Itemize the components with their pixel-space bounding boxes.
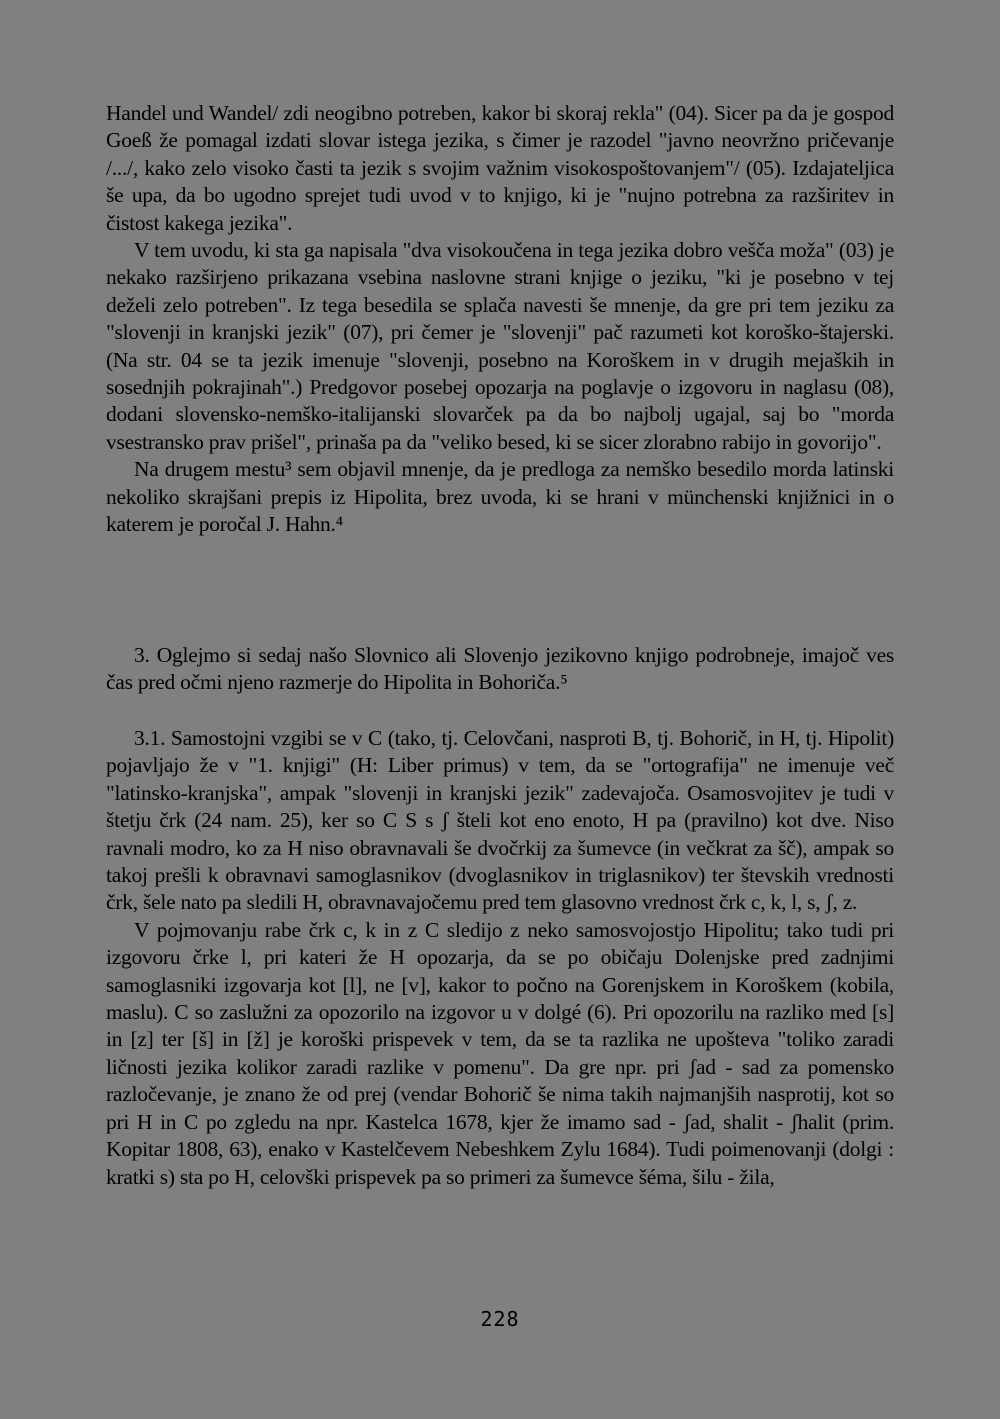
section-3-1-paragraph-1: 3.1. Samostojni vzgibi se v C (tako, tj. Celovčani, nasproti B, tj. Bohorič, in H, tj. Hipolit) pojavljajo že v "1. knjigi" (H: Liber primus) v tem, da se "ortografija" ne imenuje več "latinsko-kranjska", ampak "slovenji in kranjski jezik" zadevajoča. Osamosvojitev je tudi v štetju črk (24 nam. 25), ker so C S s ʃ šteli kot eno enoto, H pa (pravilno) kot dve. Niso ravnali modro, ko za H niso obravnavali še dvočrkij za šumevce (in večkrat za šč), ampak so takoj prešli k obravnavi samoglasnikov (dvoglasnikov in triglasnikov) ter števskih vrednosti črk, šele nato pa sledili H, obravnavajočemu pred tem glasovno vrednost črk c, k, l, s, ʃ, z.: [106, 726, 894, 915]
paragraph-1: Handel und Wandel/ zdi neogibno potreben, kakor bi skoraj rekla" (04). Sicer pa da je gospod Goeß že pomagal izdati slovar istega jezika, s čimer je razodel "javno neovržno pričevanje /.../, kako zelo visoko časti ta jezik s svojim važnim visokospoštovanjem"/ (05). Izdajateljica še upa, da bo ugodno sprejet tudi uvod v to knjigo, ki je "nujno potrebna za razširitev in čistost kakega jezika".: [106, 101, 894, 235]
section-3-paragraph: 3. Oglejmo si sedaj našo Slovnico ali Slovenjo jezikovno knjigo podrobneje, imajoč ves čas pred očmi njeno razmerje do Hipolita in Bohoriča.⁵: [106, 643, 894, 695]
section-3-1-paragraph-2: V pojmovanju rabe črk c, k in z C sledijo z neko samosvojostjo Hipolitu; tako tudi pri izgovoru črke l, pri kateri že H opozarja, da se po običaju Dolenjske pred zadnjimi samoglasniki izgovarja kot [l], ne [v], kakor to počno na Gorenjskem in Koroškem (kobila, maslu). C so zaslužni za opozorilo na izgovor u v dolgé (6). Pri opozorilu na razliko med [s] in [z] ter [š] in [ž] je koroški prispevek v tem, da se ta razlika ne upošteva "toliko zaradi ličnosti jezika kolikor zaradi razlike v pomenu". Da gre npr. pri ʃad - sad za pomensko razločevanje, je znano že od prej (vendar Bohorič še nima takih najmanjših nasprotij, kot so pri H in C po zgledu na npr. Kastelca 1678, kjer že imamo sad - ʃad, shalit - ʃhalit (prim. Kopitar 1808, 63), enako v Kastelčevem Nebeshkem Zylu 1684). Tudi poimenovanji (dolgi : kratki s) sta po H, celovški prispevek pa so primeri za šumevce šéma, šilu - žila,: [106, 917, 894, 1189]
section-3-1-block: [106, 725, 894, 1191]
paragraph-3: Na drugem mestu³ sem objavil mnenje, da je predloga za nemško besedilo morda latinski nekoliko skrajšani prepis iz Hipolita, brez uvoda, ki se hrani v münchenski knjižnici in o katerem je poročal J. Hahn.⁴: [106, 457, 894, 537]
section-3-block: [106, 642, 894, 697]
text-block-top: [106, 100, 894, 539]
paragraph-2: V tem uvodu, ki sta ga napisala "dva visokoučena in tega jezika dobro vešča moža" (03) je nekako razširjeno prikazana vsebina naslovne strani knjige o jeziku, "ki je posebno v tej deželi zelo potreben". Iz tega besedila se splača navesti še mnenje, da gre pri tem jeziku za "slovenji in kranjski jezik" (07), pri čemer je "slovenji" pač razumeti kot koroško-štajerski. (Na str. 04 se ta jezik imenuje "slovenji, posebno na Koroškem in v drugih mejaških in sosednjih pokrajinah".) Predgovor posebej opozarja na poglavje o izgovoru in naglasu (08), dodani slovensko-nemško-italijanski slovarček pa da bo najbolj ugajal, saj bo "morda vsestransko prav prišel", prinaša pa da "veliko besed, ki se sicer zlorabno rabijo in govorijo".: [106, 238, 894, 454]
page-number: 228: [480, 1307, 520, 1331]
